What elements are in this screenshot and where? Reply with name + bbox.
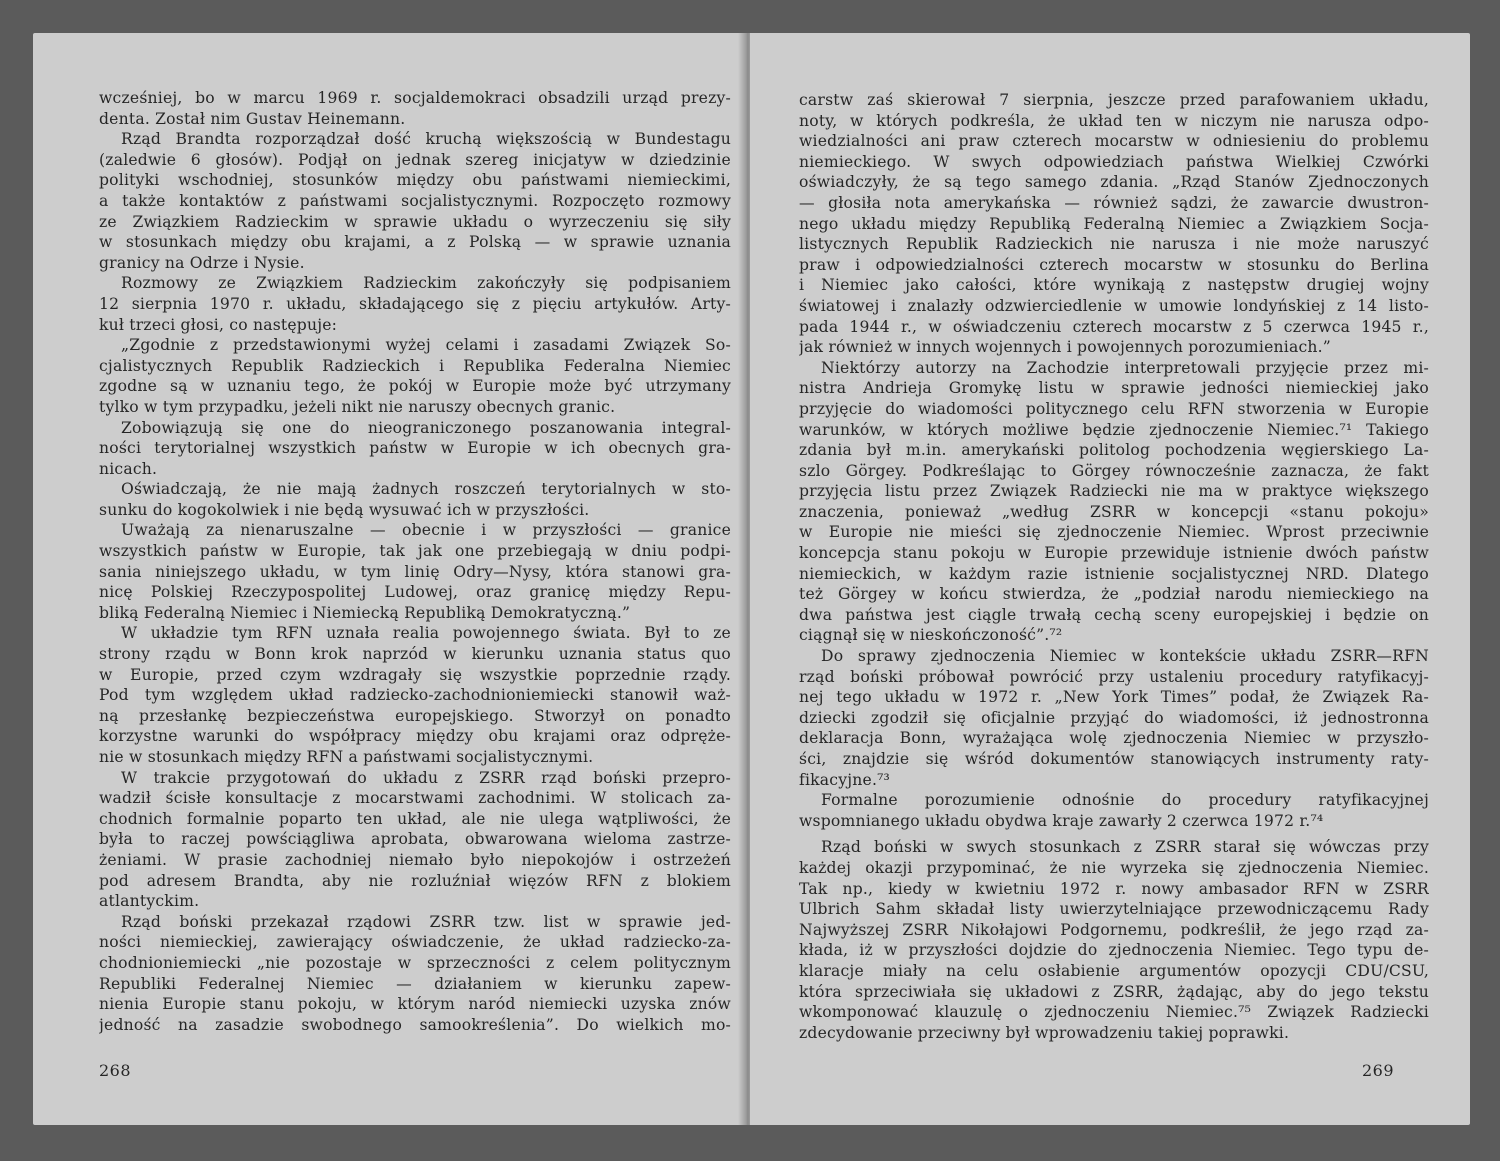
text-line: korzystne warunki do współpracy między obu krajami oraz odpręże-	[99, 727, 731, 746]
text-line: zdecydowanie przeciwny był wprowadzeniu takiej poprawki.	[799, 1023, 1290, 1042]
text-line: noty, w których podkreśla, że układ ten w niczym nie narusza odpo-	[799, 111, 1429, 130]
text-line: atlantyckim.	[99, 892, 200, 911]
text-line: bliką Federalną Niemiec i Niemiecką Republiką Demokratyczną.”	[99, 603, 631, 622]
text-line: też Görgey w końcu stwierdza, że „podział narodu niemieckiego na	[799, 585, 1429, 604]
text-line: sunku do kogokolwiek i nie będą wysuwać ich w przyszłości.	[99, 500, 590, 519]
text-line: ności terytorialnej wszystkich państw w Europie w ich obecnych gra-	[99, 439, 731, 458]
text-line: oświadczyły, że są tego samego zdania. „Rząd Stanów Zjednoczonych	[799, 173, 1429, 192]
text-line: przyjęcie do wiadomości politycznego celu RFN stworzenia w Europie	[799, 399, 1429, 418]
text-line: nienia Europie stanu pokoju, w którym naród niemiecki uzyska znów	[99, 995, 731, 1014]
text-line: granicy na Odrze i Nysie.	[99, 253, 305, 272]
text-line: polityki wschodniej, stosunków między obu państwami niemieckimi,	[99, 171, 731, 190]
text-line: ności niemieckiej, zawierający oświadczenie, że układ radziecko-za-	[99, 933, 731, 952]
text-line: zdania był m.in. amerykański politolog pochodzenia węgierskiego La-	[799, 441, 1429, 460]
text-line: Rząd Brandta rozporządzał dość kruchą większością w Bundestagu	[121, 130, 731, 149]
text-line: strony rządu w Bonn krok naprzód w kierunku uznania status quo	[99, 645, 731, 664]
text-line: jedność na zasadzie swobodnego samookreślenia”. Do wielkich mo-	[99, 1015, 731, 1034]
text-line: wszystkich państw w Europie, tak jak one przebiegają w dniu podpi-	[99, 542, 731, 561]
left-page	[33, 33, 743, 1125]
text-line: deklaracja Bonn, wyrażająca wolę zjednoczenia Niemiec w przyszło-	[799, 729, 1429, 748]
text-line: denta. Został nim Gustav Heinemann.	[99, 109, 406, 128]
text-line: kuł trzeci głosi, co następuje:	[99, 315, 338, 334]
text-line: klaracje miały na celu osłabienie argumentów opozycji CDU/CSU,	[799, 961, 1429, 980]
text-line: nego układu między Republiką Federalną Niemiec a Związkiem Socja-	[799, 214, 1429, 233]
right-page-text	[799, 90, 1429, 1043]
text-line: ną przesłankę bezpieczeństwa europejskiego. Stworzył on ponadto	[99, 706, 731, 725]
text-line: nie w stosunkach między RFN a państwami socjalistycznymi.	[99, 748, 594, 766]
page-number: 268	[99, 1061, 132, 1080]
text-line: Oświadczają, że nie mają żadnych roszczeń terytorialnych w sto-	[121, 480, 731, 499]
text-line: carstw zaś skierował 7 sierpnia, jeszcze przed parafowaniem układu,	[799, 91, 1429, 109]
text-line: żeniami. W prasie zachodniej niemało było niepokojów i ostrzeżeń	[99, 850, 731, 869]
text-line: pada 1944 r., w oświadczeniu czterech mocarstw z 5 czerwca 1945 r.,	[799, 317, 1429, 336]
text-line: Uważają za nienaruszalne — obecnie i w przyszłości — granice	[121, 521, 731, 540]
text-line: wadził ścisłe konsultacje z mocarstwami zachodnimi. W stolicach za-	[99, 789, 731, 808]
text-line: wkomponować klauzulę o zjednoczeniu Niemiec.⁷⁵ Związek Radziecki	[799, 1003, 1429, 1022]
text-line: była to raczej powściągliwa aprobata, obwarowana wieloma zastrze-	[99, 830, 731, 849]
page-number: 269	[1361, 1061, 1394, 1080]
text-line: szlo Görgey. Podkreślając to Görgey równocześnie zaznacza, że fakt	[799, 461, 1429, 480]
text-line: praw i odpowiedzialności czterech mocarstw w stosunku do Berlina	[799, 255, 1429, 274]
text-line: w stosunkach między obu krajami, a z Polską — w sprawie uznania	[99, 233, 731, 252]
text-line: nej tego układu w 1972 r. „New York Times” podał, że Związek Ra-	[799, 688, 1429, 707]
text-line: w Europie, przed czym wzdragały się wszystkie poprzednie rządy.	[99, 665, 731, 684]
left-page-text	[99, 88, 731, 1035]
text-line: 12 sierpnia 1970 r. układu, składającego się z pięciu artykułów. Arty-	[99, 294, 731, 313]
text-line: dwa państwa jest ciągle trwałą cechą sceny europejskiej i będzie on	[799, 605, 1429, 624]
text-line: chodnioniemiecki „nie pozostaje w sprzeczności z celem politycznym	[99, 953, 731, 972]
text-line: ści, znajdzie się wśród dokumentów stanowiących instrumenty raty-	[799, 750, 1429, 768]
text-line: każdej okazji przypominać, że nie wyrzeka się zjednoczenia Niemiec.	[799, 858, 1429, 877]
text-line: światowej i znalazły odzwierciedlenie w umowie londyńskiej z 14 listo-	[799, 296, 1429, 315]
text-line: Republiki Federalnej Niemiec — działaniem w kierunku zapew-	[99, 974, 731, 993]
text-line: warunków, w których możliwe będzie zjednoczenie Niemiec.⁷¹ Takiego	[799, 420, 1429, 439]
text-line: znaczenia, ponieważ „według ZSRR w koncepcji «stanu pokoju»	[799, 502, 1429, 521]
text-line: (zaledwie 6 głosów). Podjął on jednak szereg inicjatyw w dziedzinie	[99, 150, 731, 169]
text-line: Formalne porozumienie odnośnie do procedury ratyfikacyjnej	[821, 791, 1429, 810]
text-line: chodnich formalnie poparto ten układ, ale nie ulega wątpliwości, że	[99, 809, 731, 828]
text-line: rząd boński próbował powrócić przy ustaleniu procedury ratyfikacyj-	[799, 667, 1429, 686]
text-line: kłada, iż w przyszłości dojdzie do zjednoczenia Niemiec. Tego typu de-	[799, 941, 1429, 960]
text-line: wcześniej, bo w marcu 1969 r. socjaldemokraci obsadzili urząd prezy-	[99, 89, 731, 107]
text-line: — głosiła nota amerykańska — również sądzi, że zawarcie dwustron-	[799, 193, 1429, 212]
text-line: listycznych Republik Radzieckich nie narusza i nie może naruszyć	[799, 235, 1429, 254]
text-line: Najwyższej ZSRR Nikołajowi Podgornemu, podkreślił, że jego rząd za-	[799, 920, 1429, 939]
text-line: fikacyjne.⁷³	[799, 770, 891, 789]
text-line: w Europie nie mieści się zjednoczenie Niemiec. Wprost przeciwnie	[799, 523, 1429, 542]
text-line: nicę Polskiej Rzeczypospolitej Ludowej, oraz granicę między Repu-	[99, 583, 731, 602]
right-page	[750, 33, 1470, 1125]
text-line: Zobowiązują się one do nieograniczonego poszanowania integral-	[121, 418, 731, 437]
text-line: cjalistycznych Republik Radzieckich i Republika Federalna Niemiec	[99, 356, 731, 375]
text-line: niemieckich, w każdym razie istnienie socjalistycznej NRD. Dlatego	[799, 564, 1429, 583]
text-line: nistra Andrieja Gromykę listu w sprawie jedności niemieckiej jako	[799, 379, 1429, 398]
text-line: tylko w tym przypadku, jeżeli nikt nie naruszy obecnych granic.	[99, 397, 616, 416]
text-line: Tak np., kiedy w kwietniu 1972 r. nowy ambasador RFN w ZSRR	[799, 879, 1429, 898]
text-line: nicach.	[99, 459, 158, 478]
text-line: niemieckiego. W swych odpowiedziach państwa Wielkiej Czwórki	[799, 152, 1429, 171]
text-line: Niektórzy autorzy na Zachodzie interpretowali przyjęcie przez mi-	[821, 358, 1429, 377]
text-line: Rząd boński przekazał rządowi ZSRR tzw. list w sprawie jed-	[121, 912, 731, 931]
text-line: a także kontaktów z państwami socjalistycznymi. Rozpoczęto rozmowy	[99, 191, 731, 210]
text-line: „Zgodnie z przedstawionymi wyżej celami i zasadami Związek So-	[121, 336, 731, 355]
text-line: która sprzeciwiała się układowi z ZSRR, żądając, aby do jego tekstu	[799, 982, 1429, 1001]
text-line: i Niemiec jako całości, które wynikają z następstw drugiej wojny	[799, 276, 1429, 295]
text-line: Rozmowy ze Związkiem Radzieckim zakończyły się podpisaniem	[121, 274, 731, 293]
text-line: wiedzialności ani praw czterech mocarstw w odniesieniu do problemu	[799, 132, 1429, 151]
text-line: wspomnianego układu obydwa kraje zawarły 2 czerwca 1972 r.⁷⁴	[799, 811, 1324, 830]
text-line: przyjęcia listu przez Związek Radziecki nie ma w praktyce większego	[799, 482, 1429, 501]
text-line: koncepcja stanu pokoju w Europie przewiduje istnienie dwóch państw	[799, 544, 1429, 563]
text-line: ze Związkiem Radzieckim w sprawie układu o wyrzeczeniu się siły	[99, 212, 731, 231]
text-line: dziecki zgodził się oficjalnie przyjąć do wiadomości, iż jednostronna	[799, 708, 1429, 727]
text-line: W trakcie przygotowań do układu z ZSRR rząd boński przepro-	[121, 768, 731, 787]
text-line: Do sprawy zjednoczenia Niemiec w kontekście układu ZSRR—RFN	[821, 647, 1429, 666]
text-line: Rząd boński w swych stosunkach z ZSRR starał się wówczas przy	[821, 838, 1429, 857]
text-line: sania niniejszego układu, w tym linię Odry—Nysy, która stanowi gra-	[99, 562, 731, 581]
text-line: ciągnął się w nieskończoność”.⁷²	[799, 626, 1063, 645]
text-line: Pod tym względem układ radziecko-zachodnioniemiecki stanowił waż-	[99, 686, 731, 705]
text-line: W układzie tym RFN uznała realia powojennego świata. Był to ze	[121, 624, 731, 643]
text-line: zgodne są w uznaniu tego, że pokój w Europie może być utrzymany	[99, 377, 731, 396]
text-line: jak również w innych wojennych i powojennych porozumieniach.”	[799, 338, 1331, 357]
text-line: Ulbrich Sahm składał listy uwierzytelniające przewodniczącemu Rady	[799, 900, 1429, 919]
text-line: pod adresem Brandta, aby nie rozluźniał więzów RFN z blokiem	[99, 871, 731, 890]
